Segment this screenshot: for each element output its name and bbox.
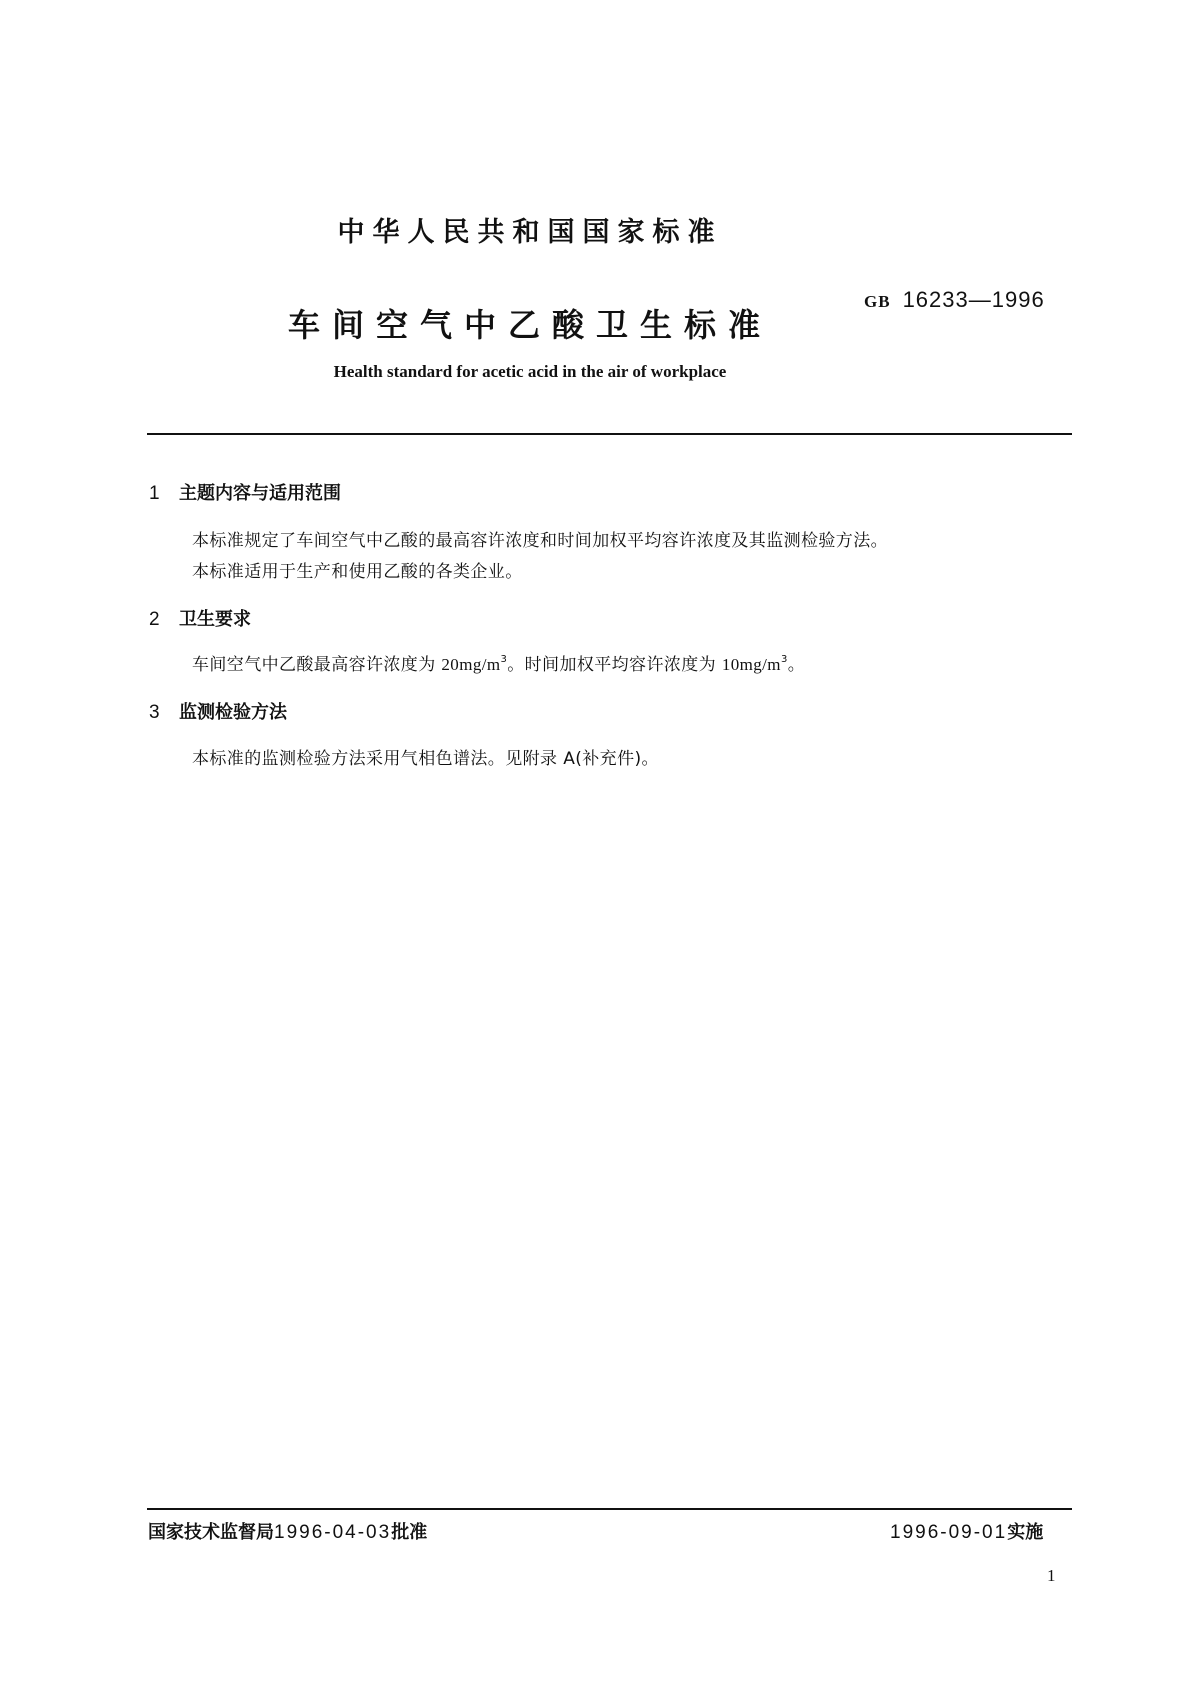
approving-organization: 国家技术监督局 <box>148 1522 274 1543</box>
section-1-paragraph-2: 本标准适用于生产和使用乙酸的各类企业。 <box>192 562 523 582</box>
approval-label: 批准 <box>391 1522 428 1543</box>
unit-exponent: 3 <box>780 654 788 665</box>
issuer-title: 中华人民共和国国家标准 <box>337 217 723 248</box>
section-3-title: 监测检验方法 <box>179 702 287 723</box>
requirement-text-1: 车间空气中乙酸最高容许浓度为 <box>192 655 442 675</box>
standard-code: 16233—1996 <box>902 287 1045 312</box>
max-concentration-value: 20mg/m <box>441 655 501 674</box>
effective-line <box>890 1518 1043 1544</box>
document-title-cn: 车间空气中乙酸卫生标准 <box>287 306 772 344</box>
section-3-number: 3 <box>149 702 160 723</box>
effective-label: 实施 <box>1007 1522 1044 1543</box>
unit-exponent: 3 <box>500 654 508 665</box>
approval-date: 1996-04-03 <box>274 1522 392 1543</box>
header-rule <box>147 433 1072 435</box>
section-1-paragraph-1: 本标准规定了车间空气中乙酸的最高容许浓度和时间加权平均容许浓度及其监测检验方法。 <box>192 531 888 551</box>
page-number: 1 <box>1047 1566 1056 1585</box>
footer-rule <box>147 1508 1072 1510</box>
standard-prefix: GB <box>864 292 891 311</box>
effective-date: 1996-09-01 <box>890 1522 1008 1543</box>
section-3-heading <box>149 698 287 724</box>
section-2-heading <box>149 605 251 631</box>
document-title-en: Health standard for acetic acid in the air of workplace <box>333 362 727 381</box>
requirement-text-3: 。 <box>787 655 806 675</box>
section-2-number: 2 <box>149 609 160 630</box>
section-1-number: 1 <box>149 483 160 504</box>
twa-concentration-value: 10mg/m <box>721 655 781 674</box>
standard-number <box>864 287 1045 313</box>
requirement-text-2: 。时间加权平均容许浓度为 <box>507 655 722 675</box>
section-3-paragraph: 本标准的监测检验方法采用气相色谱法。见附录 A(补充件)。 <box>192 749 659 769</box>
section-1-title: 主题内容与适用范围 <box>179 483 341 504</box>
approval-line <box>148 1518 427 1544</box>
section-2-title: 卫生要求 <box>179 609 251 630</box>
section-1-heading <box>149 479 341 505</box>
section-2-paragraph <box>192 650 805 675</box>
